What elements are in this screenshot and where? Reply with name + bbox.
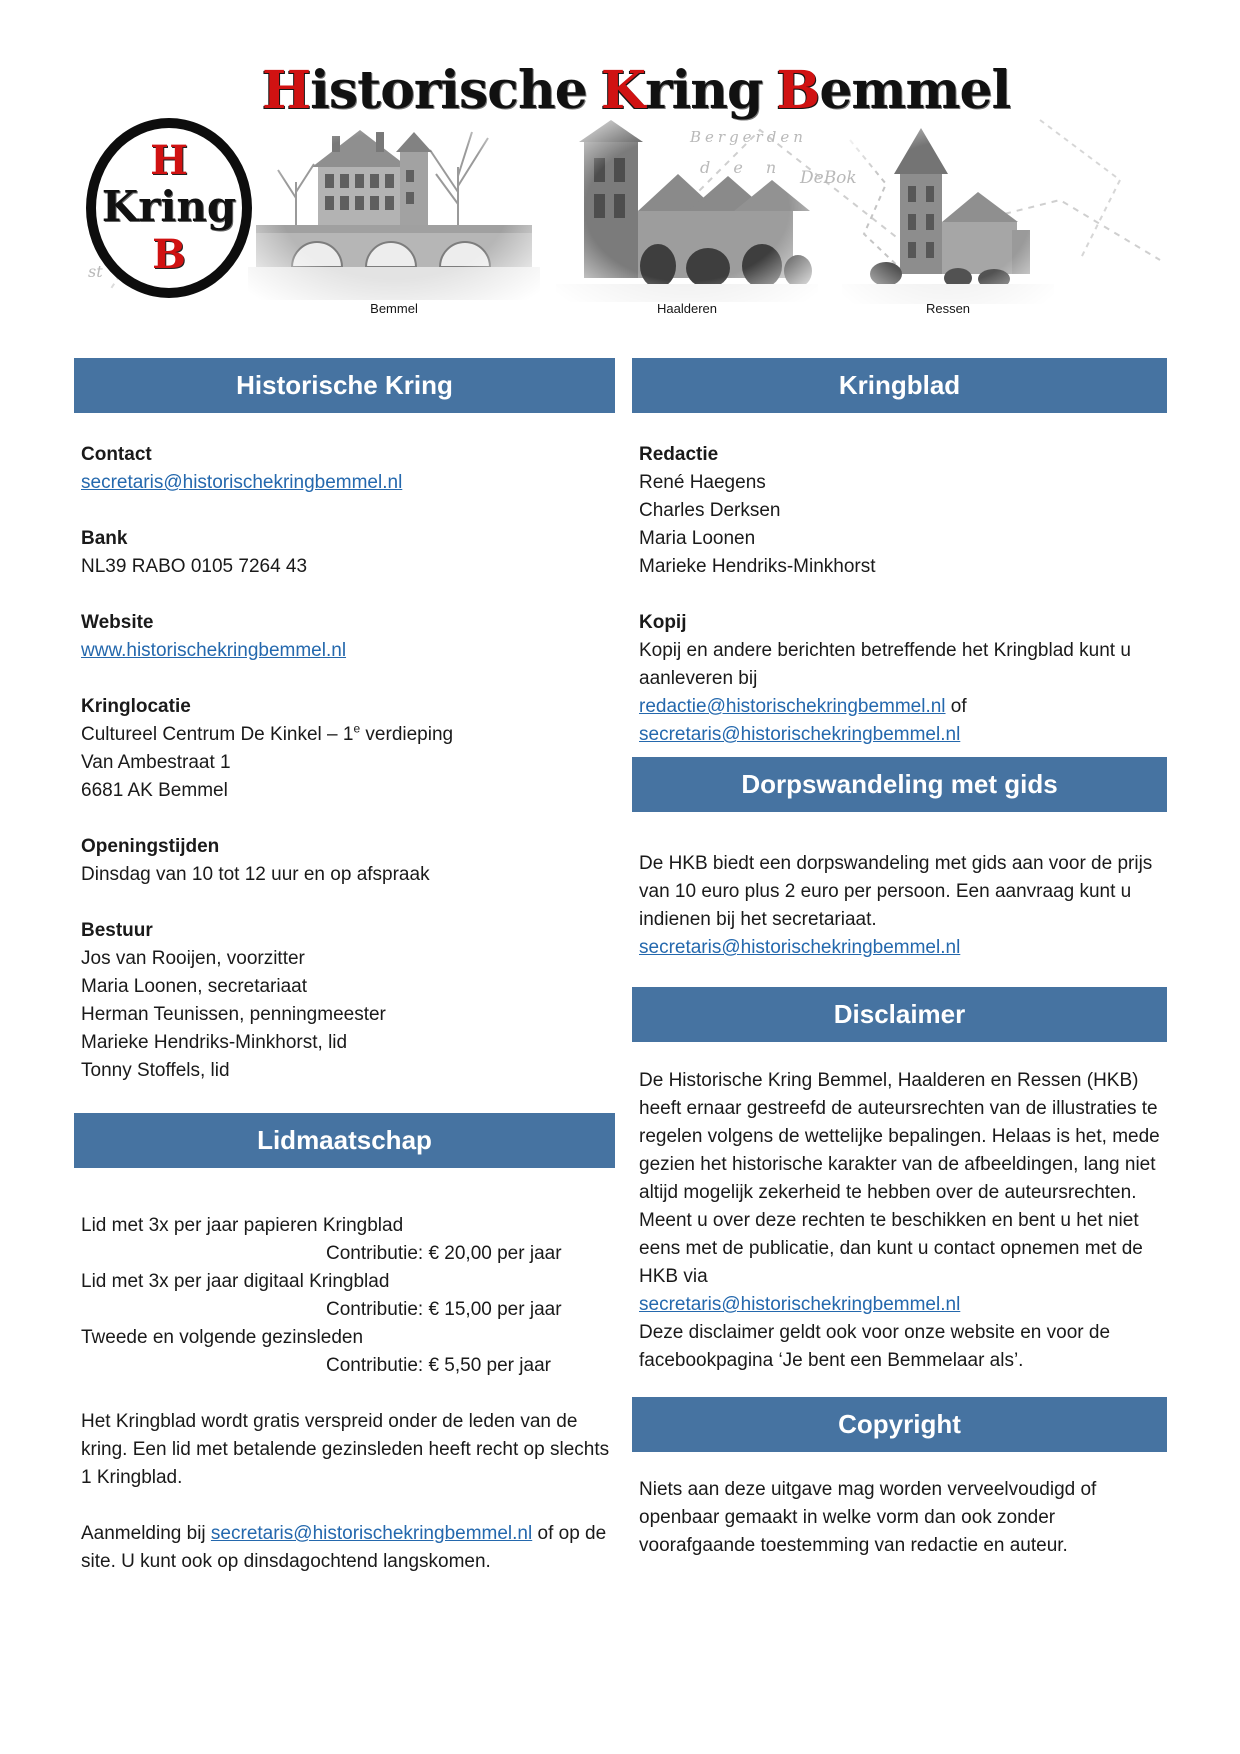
disclaimer-block <box>632 1067 1167 1375</box>
photo-caption-ressen: Ressen <box>925 301 971 316</box>
disclaimer-email-link[interactable]: secretaris@historischekringbemmel.nl <box>639 1294 961 1315</box>
contact-block <box>74 441 615 497</box>
tier-fee: Contributie: € 20,00 per jaar <box>326 1243 562 1264</box>
title-word-rest: emmel <box>819 60 1011 121</box>
contact-label: Contact <box>81 444 152 465</box>
masthead <box>0 0 1240 330</box>
location-line2: Van Ambestraat 1 <box>81 752 231 773</box>
dorpswandeling-block <box>632 850 1167 962</box>
kopij-label: Kopij <box>639 612 687 633</box>
board-label: Bestuur <box>81 920 153 941</box>
hours-label: Openingstijden <box>81 836 220 857</box>
board-member: Tonny Stoffels, lid <box>81 1060 230 1081</box>
board-member: Marieke Hendriks-Minkhorst, lid <box>81 1032 348 1053</box>
logo-letter-b: B <box>152 231 186 278</box>
website-link[interactable]: www.historischekringbemmel.nl <box>81 640 347 661</box>
title-initial: K <box>600 60 646 121</box>
photo-caption-bemmel: Bemmel <box>370 301 418 316</box>
title-word-rest: istorische <box>310 60 587 121</box>
hours-value: Dinsdag van 10 tot 12 uur en op afspraak <box>81 864 430 885</box>
redactie-label: Redactie <box>639 444 719 465</box>
ressen-photo <box>842 122 1054 304</box>
map-place-label: st <box>88 262 103 281</box>
tier-fee: Contributie: € 15,00 per jaar <box>326 1299 562 1320</box>
map-place-label: d e n <box>700 158 786 177</box>
redactie-member: Charles Derksen <box>639 500 781 521</box>
board-block <box>74 917 615 1085</box>
title-word-rest: ring <box>645 60 763 121</box>
bank-account-number: NL39 RABO 0105 7264 43 <box>81 556 308 577</box>
bank-label: Bank <box>81 528 128 549</box>
membership-signup: Aanmelding bij secretaris@historischekringbemmel.nl of op de site. U kunt ook op dinsdagochtend langskomen. <box>81 1523 607 1572</box>
section-header-dorpswandeling: Dorpswandeling met gids <box>632 757 1167 812</box>
hkb-logo <box>86 118 252 298</box>
website-block <box>74 609 615 665</box>
right-column <box>632 358 1167 1560</box>
page-title <box>262 60 1011 121</box>
section-header-disclaimer: Disclaimer <box>632 987 1167 1042</box>
map-place-label: Bergerden <box>690 128 807 146</box>
location-block <box>74 693 615 805</box>
title-initial: H <box>262 60 311 121</box>
kopij-line-redactie: redactie@historischekringbemmel.nl of <box>639 696 967 717</box>
location-line1: Cultureel Centrum De Kinkel – 1e verdieping <box>81 721 454 745</box>
map-place-label: DeBok <box>800 168 857 188</box>
dorpswandeling-text: De HKB biedt een dorpswandeling met gids aan voor de prijs van 10 euro plus 2 euro per persoon. Een aanvraag kunt u indienen bij het secretariaat. <box>639 853 1153 930</box>
disclaimer-text: De Historische Kring Bemmel, Haalderen en Ressen (HKB) heeft ernaar gestreefd de auteursrechten van de illustraties te regelen volgens de wettelijke bepalingen. Helaas is het, mede gezien het historische karakter van de afbeeldingen, lang niet altijd mogelijk zekerheid te hebben over de auteursrechten. Meent u over deze rechten te beschikken en bent u het niet eens met de publicatie, dan kunt u contact opnemen met de HKB via <box>639 1070 1160 1287</box>
membership-note: Het Kringblad wordt gratis verspreid onder de leden van de kring. Een lid met betalende gezinsleden heeft recht op slechts 1 Kringblad. <box>81 1411 610 1488</box>
dorpswandeling-email-link[interactable]: secretaris@historischekringbemmel.nl <box>639 937 961 958</box>
redactie-member: René Haegens <box>639 472 766 493</box>
redactie-member: Marieke Hendriks-Minkhorst <box>639 556 876 577</box>
logo-letter-h: H <box>150 137 188 184</box>
left-column <box>74 358 615 1576</box>
kopij-text: Kopij en andere berichten betreffende het Kringblad kunt u aanleveren bij <box>639 640 1131 689</box>
redactie-block <box>632 441 1167 581</box>
board-member: Jos van Rooijen, voorzitter <box>81 948 305 969</box>
tier-description: Tweede en volgende gezinsleden <box>81 1327 364 1348</box>
bank-block <box>74 525 615 581</box>
logo-word-kring: Kring <box>101 182 237 231</box>
location-line3: 6681 AK Bemmel <box>81 780 228 801</box>
section-header-copyright: Copyright <box>632 1397 1167 1452</box>
tier-fee: Contributie: € 5,50 per jaar <box>326 1355 551 1376</box>
copyright-text: Niets aan deze uitgave mag worden verveelvoudigd of openbaar gemaakt in welke vorm dan ook zonder voorafgaande toestemming van redactie en auteur. <box>639 1479 1097 1556</box>
haalderen-photo <box>556 116 818 302</box>
redactie-member: Maria Loonen <box>639 528 756 549</box>
tier-description: Lid met 3x per jaar papieren Kringblad <box>81 1215 404 1236</box>
title-initial: B <box>776 60 820 121</box>
hours-block <box>74 833 615 889</box>
redactie-email-link[interactable]: redactie@historischekringbemmel.nl <box>639 696 946 717</box>
board-member: Herman Teunissen, penningmeester <box>81 1004 386 1025</box>
board-member: Maria Loonen, secretariaat <box>81 976 308 997</box>
kopij-line-secretaris <box>639 721 1167 749</box>
tier-description: Lid met 3x per jaar digitaal Kringblad <box>81 1271 390 1292</box>
photo-caption-haalderen: Haalderen <box>657 301 717 316</box>
section-header-historische-kring: Historische Kring <box>74 358 615 413</box>
location-label: Kringlocatie <box>81 696 191 717</box>
section-header-kringblad: Kringblad <box>632 358 1167 413</box>
bemmel-photo <box>248 112 540 300</box>
kopij-block <box>632 609 1167 749</box>
section-header-lidmaatschap: Lidmaatschap <box>74 1113 615 1168</box>
website-label: Website <box>81 612 154 633</box>
signup-email-link[interactable]: secretaris@historischekringbemmel.nl <box>210 1523 533 1544</box>
disclaimer-text-after: Deze disclaimer geldt ook voor onze website en voor de facebookpagina ‘Je bent een Bemmelaar als’. <box>639 1322 1111 1371</box>
secretaris-email-link[interactable]: secretaris@historischekringbemmel.nl <box>639 724 961 745</box>
membership-tiers <box>74 1212 615 1380</box>
contact-email-link[interactable]: secretaris@historischekringbemmel.nl <box>81 472 403 493</box>
